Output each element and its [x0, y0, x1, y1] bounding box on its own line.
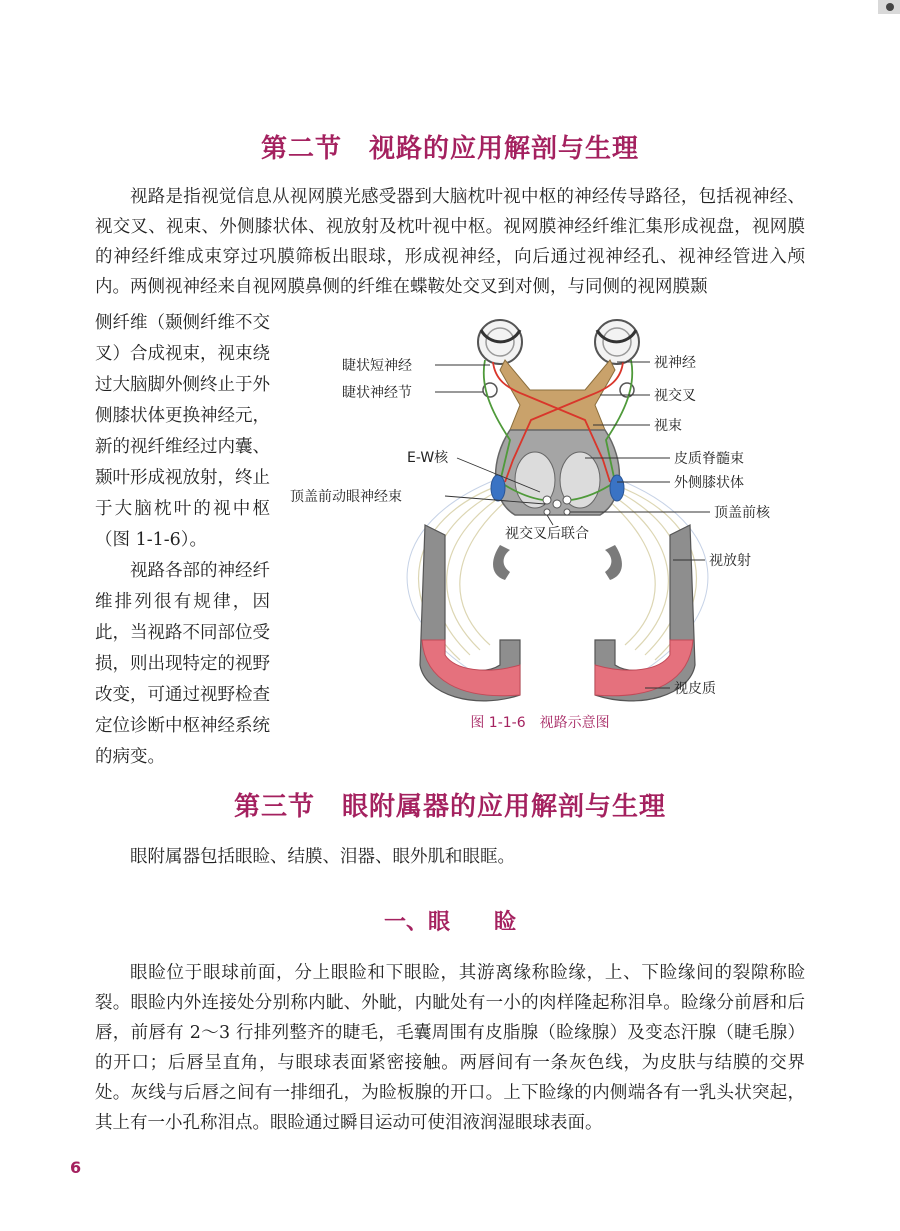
- label-visual-cortex: 视皮质: [674, 681, 716, 697]
- eyelid-body-paragraph: 眼睑位于眼球前面，分上眼睑和下眼睑，其游离缘称睑缘，上、下睑缘间的裂隙称睑裂。眼睑内外连接处分别称内眦、外眦，内眦处有一小的肉样隆起称泪阜。睑缘分前唇和后唇，前唇有 2～3 行排列整齐的睫毛，毛囊周围有皮脂腺（睑缘腺）及变态汗腺（睫毛腺）的开口；后唇呈直角，与眼球表面紧密接触。两唇间有一条灰色线，为皮肤与结膜的交界处。灰线与后唇之间有一排细孔，为睑板腺的开口。上下睑缘的内侧端各有一乳头状突起，其上有一小孔称泪点。眼睑通过瞬目运动可使泪液润湿眼球表面。: [95, 963, 805, 1133]
- left-lateral-ventricle: [493, 545, 510, 580]
- label-corticospinal-tract: 皮质脊髓束: [674, 451, 744, 467]
- subsection-eyelid-title: 一、眼 睑: [383, 910, 516, 935]
- section-3-title: 第三节 眼附属器的应用解剖与生理: [233, 792, 666, 822]
- label-tectal-oculomotor-tract: 顶盖前动眼神经束: [290, 489, 402, 505]
- section-2-intro-paragraph: 视路是指视觉信息从视网膜光感受器到大脑枕叶视中枢的神经传导路径，包括视神经、视交叉、视束、外侧膝状体、视放射及枕叶视中枢。视网膜神经纤维汇集形成视盘，视网膜的神经纤维成束穿过巩膜筛板出眼球，形成视神经，向后通过视神经孔、视神经管进入颅内。两侧视神经来自视网膜鼻侧的纤维在蝶鞍处交叉到对侧，与同侧的视网膜颞: [95, 187, 805, 297]
- label-optic-chiasm: 视交叉: [654, 388, 696, 404]
- section-2-title: 第二节 视路的应用解剖与生理: [260, 134, 639, 164]
- right-eyeball: [595, 320, 639, 364]
- label-lateral-geniculate-body: 外侧膝状体: [674, 475, 744, 491]
- page-number: 6: [70, 1158, 82, 1177]
- visual-pathway-diagram: [285, 310, 795, 710]
- figure-caption: 图 1-1-6 视路示意图: [470, 715, 610, 731]
- section-3-intro-paragraph: 眼附属器包括眼睑、结膜、泪器、眼外肌和眼眶。: [130, 847, 515, 867]
- label-optic-radiation: 视放射: [709, 553, 751, 569]
- left-lateral-geniculate-body: [491, 475, 505, 501]
- label-optic-tract: 视束: [654, 418, 682, 434]
- label-ew-nucleus: E-W核: [407, 450, 449, 466]
- label-optic-nerve: 视神经: [654, 355, 696, 371]
- corner-binding-mark: [878, 0, 900, 14]
- right-lateral-ventricle: [605, 545, 622, 580]
- right-lateral-geniculate-body: [610, 475, 624, 501]
- label-posterior-commissure: 视交叉后联合: [505, 526, 589, 542]
- left-eyeball: [478, 320, 522, 364]
- label-ciliary-ganglion: 睫状神经节: [342, 385, 412, 401]
- label-pretectal-nucleus: 顶盖前核: [714, 505, 770, 521]
- side-text-column: [95, 308, 270, 773]
- optic-chiasm-region: [500, 360, 615, 430]
- visual-pathway-figure: [285, 310, 795, 710]
- side-paragraph-2: 视路各部的神经纤维排列很有规律，因此，当视路不同部位受损，则出现特定的视野改变，可通过视野检查定位诊断中枢神经系统的病变。: [95, 561, 270, 767]
- label-ciliary-short-nerve: 睫状短神经: [342, 358, 412, 374]
- side-paragraph-1: 侧纤维（颞侧纤维不交叉）合成视束，视束绕过大脑脚外侧终止于外侧膝状体更换神经元，新的视纤维经过内囊、颞叶形成视放射，终止于大脑枕叶的视中枢（图 1-1-6）。: [95, 313, 270, 550]
